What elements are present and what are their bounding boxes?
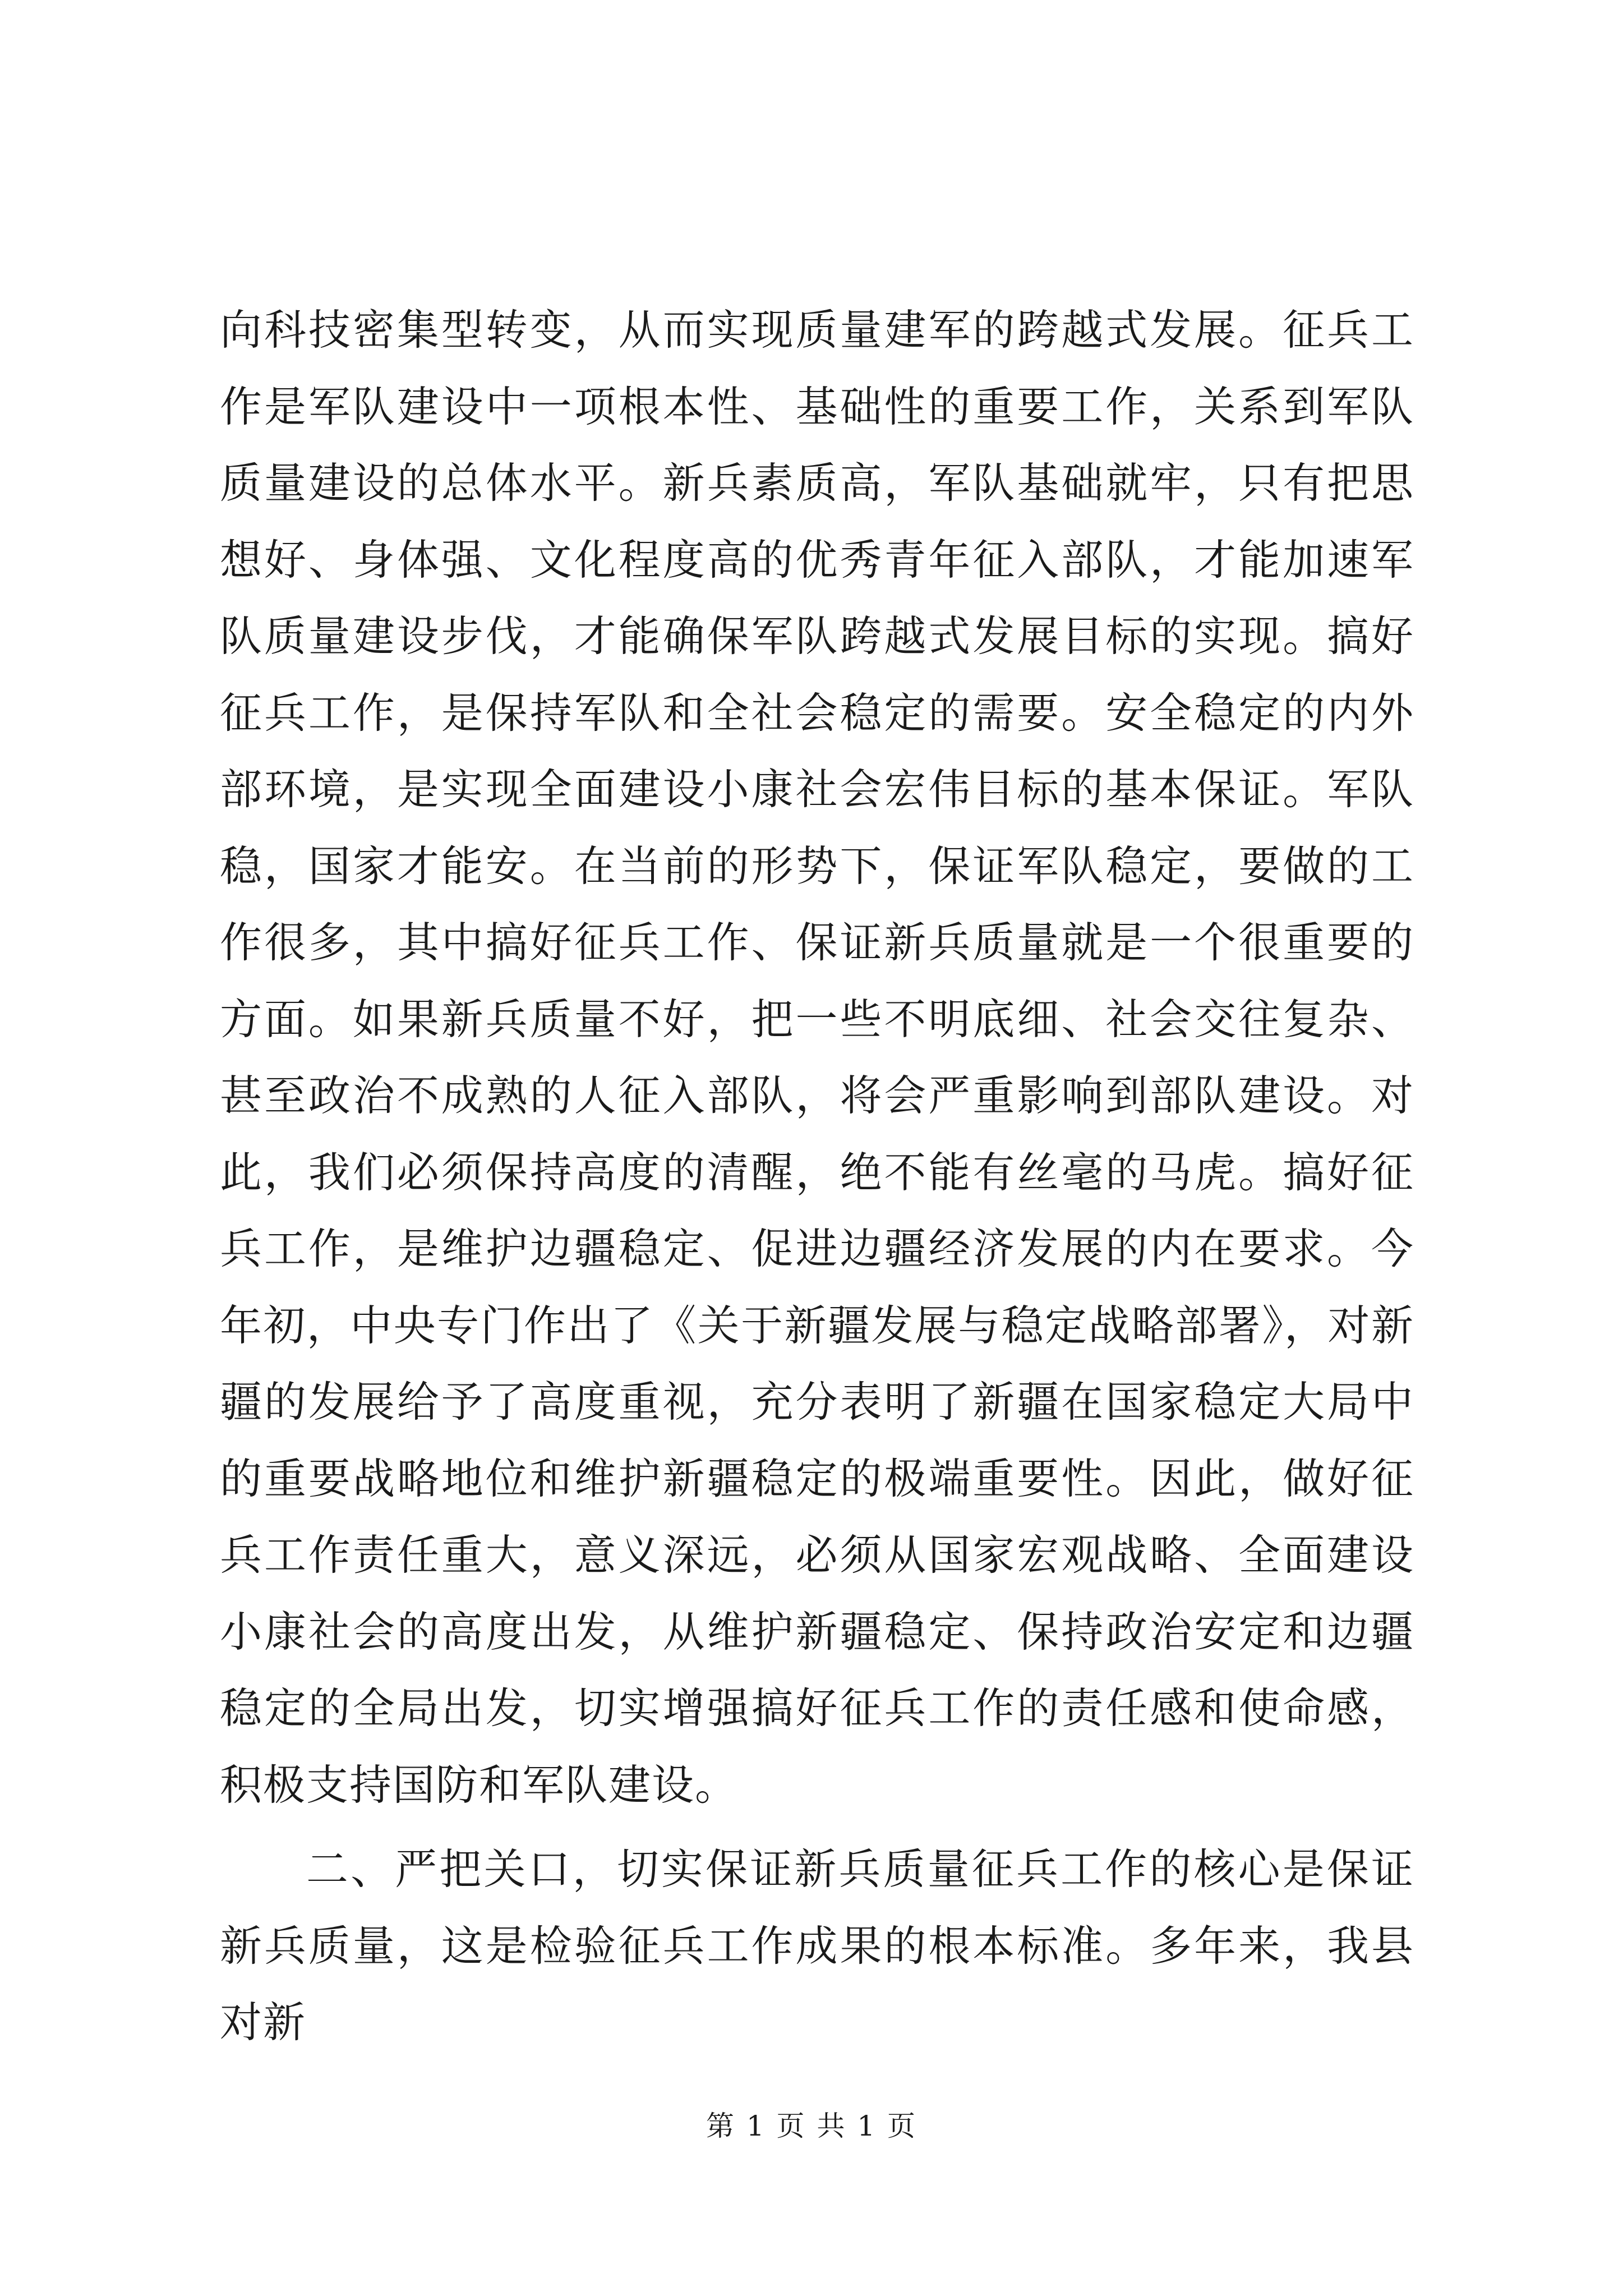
page-footer: 第 1 页 共 1 页 [706,2110,917,2142]
document-body [220,292,1414,2061]
paragraph-2: 二、严把关口，切实保证新兵质量征兵工作的核心是保证新兵质量，这是检验征兵工作成果的根本标准。多年来，我县对新 [220,1844,1414,2047]
paragraph-1: 向科技密集型转变，从而实现质量建军的跨越式发展。征兵工作是军队建设中一项根本性、基础性的重要工作，关系到军队质量建设的总体水平。新兵素质高，军队基础就牢，只有把思想好、身体强、文化程度高的优秀青年征入部队，才能加速军队质量建设步伐，才能确保军队跨越式发展目标的实现。搞好征兵工作，是保持军队和全社会稳定的需要。安全稳定的内外部环境，是实现全面建设小康社会宏伟目标的基本保证。军队稳，国家才能安。在当前的形势下，保证军队稳定，要做的工作很多，其中搞好征兵工作、保证新兵质量就是一个很重要的方面。如果新兵质量不好，把一些不明底细、社会交往复杂、甚至政治不成熟的人征入部队，将会严重影响到部队建设。对此，我们必须保持高度的清醒，绝不能有丝毫的马虎。搞好征兵工作，是维护边疆稳定、促进边疆经济发展的内在要求。今年初，中央专门作出了《关于新疆发展与稳定战略部署》，对新疆的发展给予了高度重视，充分表明了新疆在国家稳定大局中的重要战略地位和维护新疆稳定的极端重要性。因此，做好征兵工作责任重大，意义深远，必须从国家宏观战略、全面建设小康社会的高度出发，从维护新疆稳定、保持政治安定和边疆稳定的全局出发，切实增强搞好征兵工作的责任感和使命感，积极支持国防和军队建设。 [220,305,1414,1810]
